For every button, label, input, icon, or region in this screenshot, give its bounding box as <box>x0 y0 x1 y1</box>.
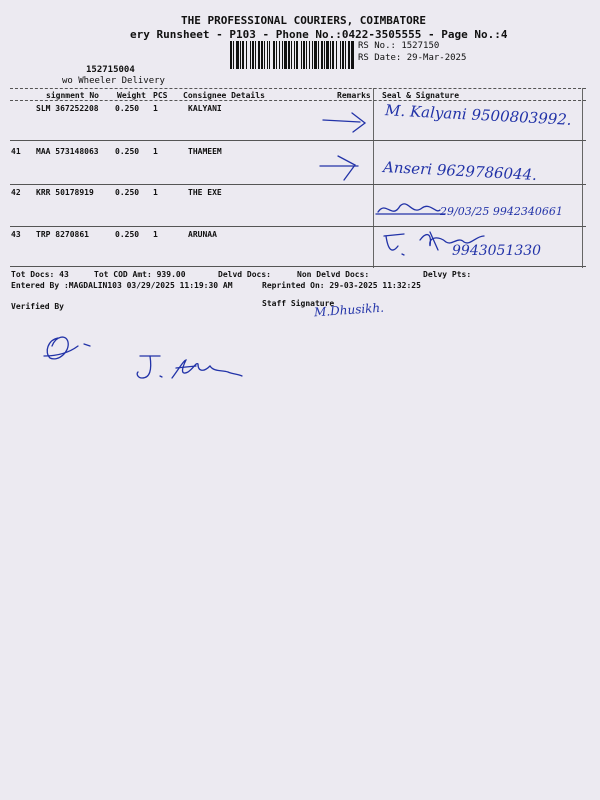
staff-signature-label: Staff Signature <box>262 299 335 308</box>
col-consignment-no: signment No <box>46 91 99 100</box>
row-pcs: 1 <box>153 104 158 113</box>
row-weight: 0.250 <box>115 147 140 156</box>
row-weight: 0.250 <box>115 230 140 239</box>
delivery-points: Delvy Pts: <box>423 270 472 279</box>
col-weight: Weight <box>117 91 146 100</box>
col-consignee: Consignee Details <box>183 91 265 100</box>
col-pcs: PCS <box>153 91 168 100</box>
row-handwritten-signature: Anseri 9629786044. <box>382 157 538 185</box>
row-handwritten-signature: 29/03/25 9942340661 <box>440 205 563 218</box>
row-serial: 42 <box>11 188 21 197</box>
row-consignee: ARUNAA <box>188 230 217 239</box>
row-consignment: TRP 8270861 <box>36 230 89 239</box>
reprinted-on: Reprinted On: 29-03-2025 11:32:25 <box>262 281 421 290</box>
staff-signature-handwritten: M.Dhusikh. <box>313 300 385 320</box>
runsheet-subtitle: ery Runsheet - P103 - Phone No.:0422-3505555 - Page No.:4 <box>130 28 508 41</box>
col-remarks: Remarks <box>337 91 371 100</box>
row-consignee: THAMEEM <box>188 147 222 156</box>
company-title: THE PROFESSIONAL COURIERS, COIMBATORE <box>181 14 427 27</box>
row-pcs: 1 <box>153 188 158 197</box>
row-weight: 0.250 <box>115 188 140 197</box>
row-serial: 41 <box>11 147 21 156</box>
row-consignment: SLM 367252208 <box>36 104 99 113</box>
row-weight: 0.250 <box>115 104 140 113</box>
verified-by-label: Verified By <box>11 302 64 311</box>
row-consignee: KALYANI <box>188 104 222 113</box>
total-docs: Tot Docs: 43 <box>11 270 69 279</box>
runsheet-code: 152715004 <box>86 65 135 75</box>
rs-number: RS No.: 1527150 <box>358 41 440 51</box>
row-consignee: THE EXE <box>188 188 222 197</box>
row-consignment: MAA 573148063 <box>36 147 99 156</box>
row-handwritten-signature: M. Kalyani 9500803992. <box>384 101 573 129</box>
col-seal-signature: Seal & Signature <box>382 91 460 100</box>
entered-by: Entered By :MAGDALIN103 03/29/2025 11:19:30 AM <box>11 281 233 290</box>
delivery-type: wo Wheeler Delivery <box>62 76 165 86</box>
row-serial: 43 <box>11 230 21 239</box>
rs-date: RS Date: 29-Mar-2025 <box>358 53 467 63</box>
total-cod-amount: Tot COD Amt: 939.00 <box>94 270 186 279</box>
non-delivered-docs: Non Delvd Docs: <box>297 270 370 279</box>
delivered-docs: Delvd Docs: <box>218 270 271 279</box>
row-pcs: 1 <box>153 230 158 239</box>
row-pcs: 1 <box>153 147 158 156</box>
row-consignment: KRR 50178919 <box>36 188 94 197</box>
row-handwritten-signature: 9943051330 <box>452 243 542 259</box>
